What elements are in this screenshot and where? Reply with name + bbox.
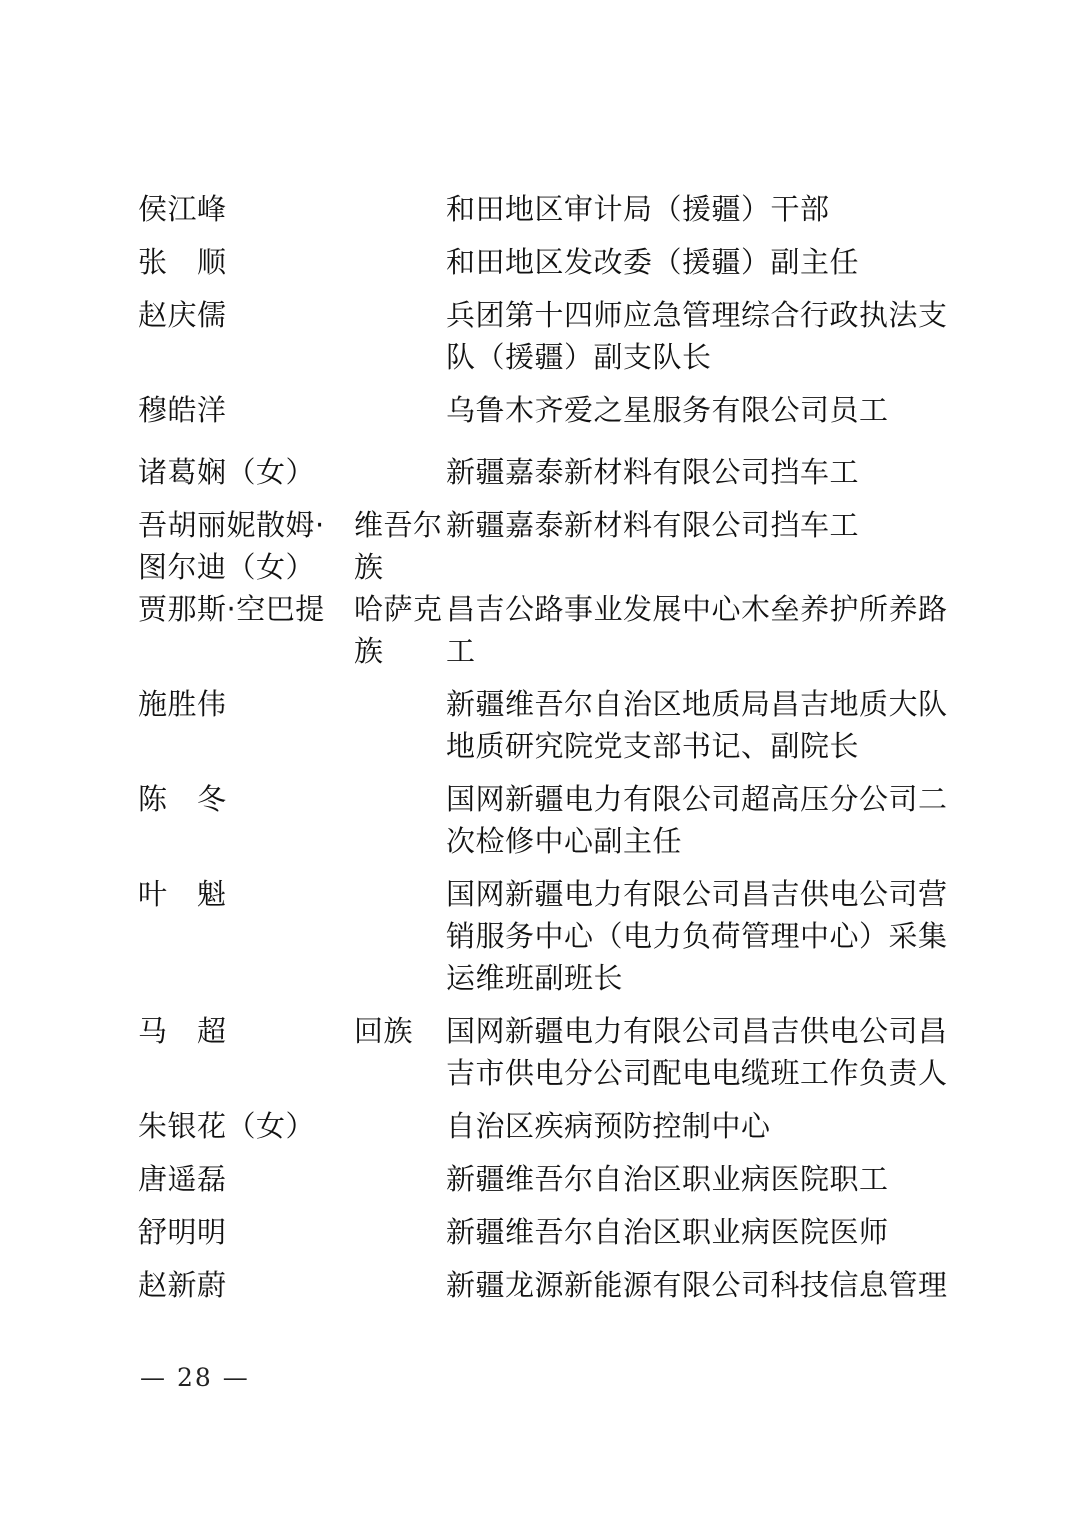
work-unit: 国网新疆电力有限公司昌吉供电公司营销服务中心（电力负荷管理中心）采集运维班副班长 — [446, 877, 948, 995]
roster-row — [138, 1211, 958, 1253]
work-unit: 新疆维吾尔自治区地质局昌吉地质大队地质研究院党支部书记、副院长 — [446, 687, 948, 763]
person-name: 吾胡丽妮散姆·图尔迪（女） — [138, 508, 325, 584]
roster-row — [138, 1158, 958, 1200]
ethnicity: 回族 — [354, 1014, 414, 1048]
roster-row — [138, 683, 958, 767]
roster-row — [138, 778, 958, 862]
page-number: — 28 — — [140, 1363, 250, 1392]
roster-row — [138, 294, 958, 378]
roster-row — [138, 504, 958, 588]
person-name: 朱银花（女） — [138, 1109, 316, 1143]
person-name: 陈 冬 — [138, 782, 227, 816]
roster-row — [138, 1105, 958, 1147]
person-name: 舒明明 — [138, 1215, 227, 1249]
work-unit: 自治区疾病预防控制中心 — [446, 1109, 771, 1143]
person-name: 侯江峰 — [138, 192, 227, 226]
work-unit: 国网新疆电力有限公司超高压分公司二次检修中心副主任 — [446, 782, 948, 858]
person-name: 赵新蔚 — [138, 1268, 227, 1302]
work-unit: 新疆龙源新能源有限公司科技信息管理 — [446, 1268, 948, 1302]
work-unit: 和田地区审计局（援疆）干部 — [446, 192, 830, 226]
roster-row — [138, 188, 958, 230]
roster-row — [138, 588, 958, 672]
roster-row — [138, 1264, 958, 1306]
work-unit: 新疆嘉泰新材料有限公司挡车工 — [446, 455, 860, 489]
work-unit: 昌吉公路事业发展中心木垒养护所养路工 — [446, 592, 948, 668]
work-unit: 国网新疆电力有限公司昌吉供电公司昌吉市供电分公司配电电缆班工作负责人 — [446, 1014, 948, 1090]
person-name: 叶 魁 — [138, 877, 227, 911]
person-name: 诸葛娴（女） — [138, 455, 316, 489]
work-unit: 新疆嘉泰新材料有限公司挡车工 — [446, 508, 860, 542]
roster-row — [138, 451, 958, 493]
ethnicity: 维吾尔族 — [354, 508, 443, 584]
roster-row — [138, 389, 958, 431]
work-unit: 乌鲁木齐爱之星服务有限公司员工 — [446, 393, 889, 427]
person-name: 赵庆儒 — [138, 298, 227, 332]
ethnicity: 哈萨克族 — [354, 592, 443, 668]
roster-row — [138, 873, 958, 999]
person-name: 贾那斯·空巴提 — [138, 592, 325, 626]
person-name: 马 超 — [138, 1014, 227, 1048]
roster-list — [138, 188, 958, 1306]
roster-row — [138, 1010, 958, 1094]
roster-row — [138, 241, 958, 283]
work-unit: 和田地区发改委（援疆）副主任 — [446, 245, 860, 279]
work-unit: 新疆维吾尔自治区职业病医院医师 — [446, 1215, 889, 1249]
person-name: 唐遥磊 — [138, 1162, 227, 1196]
person-name: 张 顺 — [138, 245, 227, 279]
person-name: 施胜伟 — [138, 687, 227, 721]
work-unit: 新疆维吾尔自治区职业病医院职工 — [446, 1162, 889, 1196]
person-name: 穆皓洋 — [138, 393, 227, 427]
work-unit: 兵团第十四师应急管理综合行政执法支队（援疆）副支队长 — [446, 298, 948, 374]
